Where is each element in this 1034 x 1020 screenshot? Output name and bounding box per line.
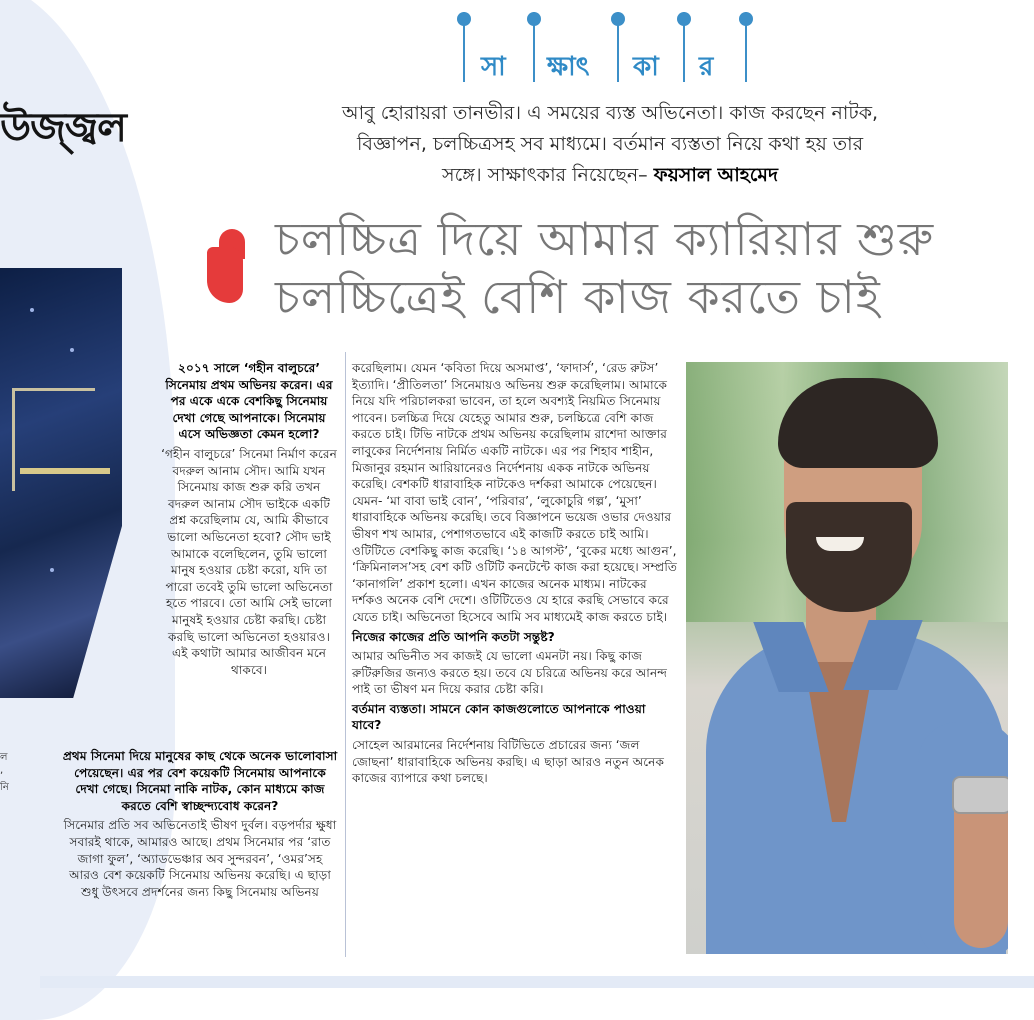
watch-icon <box>952 776 1008 814</box>
kicker-letter: সা <box>481 52 506 82</box>
intro-paragraph <box>270 98 950 191</box>
left-page-headline: উজ্জ্বল <box>0 104 126 151</box>
question: বর্তমান ব্যস্ততা। সামনে কোন কাজগুলোতে আপনাকে পাওয়া যাবে? <box>352 701 646 733</box>
kicker-pin <box>745 12 747 82</box>
column-one <box>160 360 338 681</box>
actor-portrait <box>686 362 1008 954</box>
interviewer-name: ফয়সাল আহমেদ <box>653 164 778 186</box>
kicker-pin <box>533 12 535 82</box>
pull-quote-line: চলচ্চিত্র দিয়ে আমার ক্যারিয়ার শুরু <box>275 212 935 266</box>
left-page-fragment: নি <box>0 782 9 793</box>
kicker-pin <box>683 12 685 82</box>
pull-quote-line: চলচ্চিত্রেই বেশি কাজ করতে চাই <box>275 270 881 324</box>
left-page-fragment: , <box>0 765 4 776</box>
kicker-letter: কা <box>633 52 659 82</box>
intro-line-text: সঙ্গে। সাক্ষাৎকার নিয়েছেন– <box>442 164 654 186</box>
column-divider <box>345 352 346 957</box>
intro-line: আবু হোরায়রা তানভীর। এ সময়ের ব্যস্ত অভিনেতা। কাজ করছেন নাটক, <box>341 102 879 124</box>
intro-line <box>270 160 950 191</box>
question: ২০১৭ সালে ‘গহীন বালুচরে’ সিনেমায় প্রথম অভিনয় করেন। এর পর একে একে বেশকিছু সিনেমায় দেখা গেছে আপনাকে। সিনেমায় এসে অভিজ্ঞতা কেমন হলো? <box>165 361 333 442</box>
photo-light <box>50 568 54 572</box>
column-one-lower <box>62 748 338 903</box>
answer: করেছিলাম। যেমন ‘কবিতা দিয়ে অসমাপ্ত’, ‘ফাদার্স’, ‘রেড রুটস’ ইত্যাদি। ‘প্রীতিলতা’ সিনেমায়ও অভিনয় শুরু করেছিলাম। আমাকে নিয়ে যদি পরিচালকরা ভাবেন, তা হলে অবশ্যই নিয়মিত সিনেমায় পাবেন। চলচ্চিত্র দিয়ে যেহেতু আমার শুরু, চলচ্চিত্রে বেশি কাজ করতে চাই। টিভি নাটকে প্রথম অভিনয় করেছিলাম রাশেদা আক্তার লাবুকের নির্দেশনায় নির্মিত একটি নাটকে। এর পর শিহাব শাহীন, মিজানুর রহমান আরিয়ানেরও নির্দেশনায় একক নাটকে অভিনয় করেছি। বেশকটি ধারাবাহিক নাটকেও দর্শকরা আমাকে পেয়েছেন। যেমন- ‘মা বাবা ভাই বোন’, ‘পরিবার’, ‘লুকোচুরি গল্প’, ‘মুসা’ ধারাবাহিকে অভিনয় করেছি। তবে বিজ্ঞাপনে ভয়েজ ওভার দেওয়ার ভীষণ শখ আমার, পেশাগতভাবে এই কাজটি করতে চাই আমি। ওটিটিতে বেশকিছু কাজ করেছি। ‘১৪ আগস্ট’, ‘বুকের মধ্যে আগুন’, ‘ক্রিমিনালস’সহ বেশ কটি ওটিটি কনটেন্টে কাজ করা হয়েছে। সম্প্রতি ‘কানাগলি’ প্রকাশ হলো। এখন কাজের অনেক মাধ্যম। নাটকের দর্শকও অনেক বেশি দেশে। ওটিটিতেও যে হারে করছি সেভাবে করে যেতে চাই। অভিনেতা হিসেবে আমি সব মাধ্যমেই কাজ করতে চাই। <box>352 361 678 624</box>
quote-mark-icon <box>205 225 245 315</box>
answer: ‘গহীন বালুচরে’ সিনেমা নির্মাণ করেন বদরুল আনাম সৌদ। আমি যখন সিনেমায় কাজ শুরু করি তখন বদরুল আনাম সৌদ ভাইকে একটি প্রশ্ন করেছিলাম যে, আমি কীভাবে ভালো অভিনেতা হবো? সৌদ ভাই আমাকে বলেছিলেন, তুমি ভালো মানুষ হওয়ার চেষ্টা করো, যদি তা পারো তবেই তুমি ভালো অভিনেতা হতে পারবে। তো আমি সেই ভালো মানুষই হওয়ার চেষ্টা করছি। চেষ্টা করছি ভালো অভিনেতা হওয়ারও। এই কথাটা আমার আজীবন মনে থাকবে। <box>161 446 337 677</box>
left-page-fragment: ল <box>0 752 8 763</box>
kicker-pin <box>617 12 619 82</box>
photo-structure <box>12 388 95 491</box>
photo-light <box>30 308 34 312</box>
intro-line: বিজ্ঞাপন, চলচ্চিত্রসহ সব মাধ্যমে। বর্তমান ব্যস্ততা নিয়ে কথা হয় তার <box>356 133 864 155</box>
kicker-letter: ক্ষাৎ <box>547 52 590 82</box>
question: প্রথম সিনেমা দিয়ে মানুষের কাছ থেকে অনেক ভালোবাসা পেয়েছেন। এর পর বেশ কয়েকটি সিনেমায় আপনাকে দেখা গেছে। সিনেমা নাকি নাটক, কোন মাধ্যমে কাজ করতে বেশি স্বাচ্ছন্দ্যবোধ করেন? <box>62 749 338 813</box>
photo-light <box>70 348 74 352</box>
answer: আমার অভিনীত সব কাজই যে ভালো এমনটা নয়। কিছু কাজ রুটিরুজির জন্যও করতে হয়। তবে যে চরিত্রে অভিনয় করে আনন্দ পাই তা ভীষণ মন দিয়ে করার চেষ্টা করি। <box>352 649 668 697</box>
answer: সোহেল আরমানের নির্দেশনায় বিটিভিতে প্রচারের জন্য ‘জল জোছনা’ ধারাবাহিকে অভিনয় করছি। এ ছাড়া আরও নতুন অনেক কাজের ব্যাপারে কথা চলছে। <box>352 738 664 786</box>
question: নিজের কাজের প্রতি আপনি কতটা সন্তুষ্ট? <box>352 629 555 644</box>
section-kicker <box>455 12 765 84</box>
kicker-letter: র <box>699 52 714 82</box>
column-two <box>352 360 678 790</box>
answer: সিনেমার প্রতি সব অভিনেতাই ভীষণ দুর্বল। বড়পর্দার ক্ষুধা সবারই থাকে, আমারও আছে। প্রথম সিনেমার পর ‘রাত জাগা ফুল’, ‘অ্যাডভেঞ্চার অব সুন্দরবন’, ‘ওমর’সহ আরও বেশ কয়েকটি সিনেমায় অভিনয় করেছি। এ ছাড়া শুধু উৎসবে প্রদর্শনের জন্য কিছু সিনেমায় অভিনয় <box>63 818 337 899</box>
kicker-pin <box>463 12 465 82</box>
photo-beam <box>20 468 110 474</box>
pull-quote <box>275 210 995 326</box>
page-bottom-band <box>40 976 1034 988</box>
